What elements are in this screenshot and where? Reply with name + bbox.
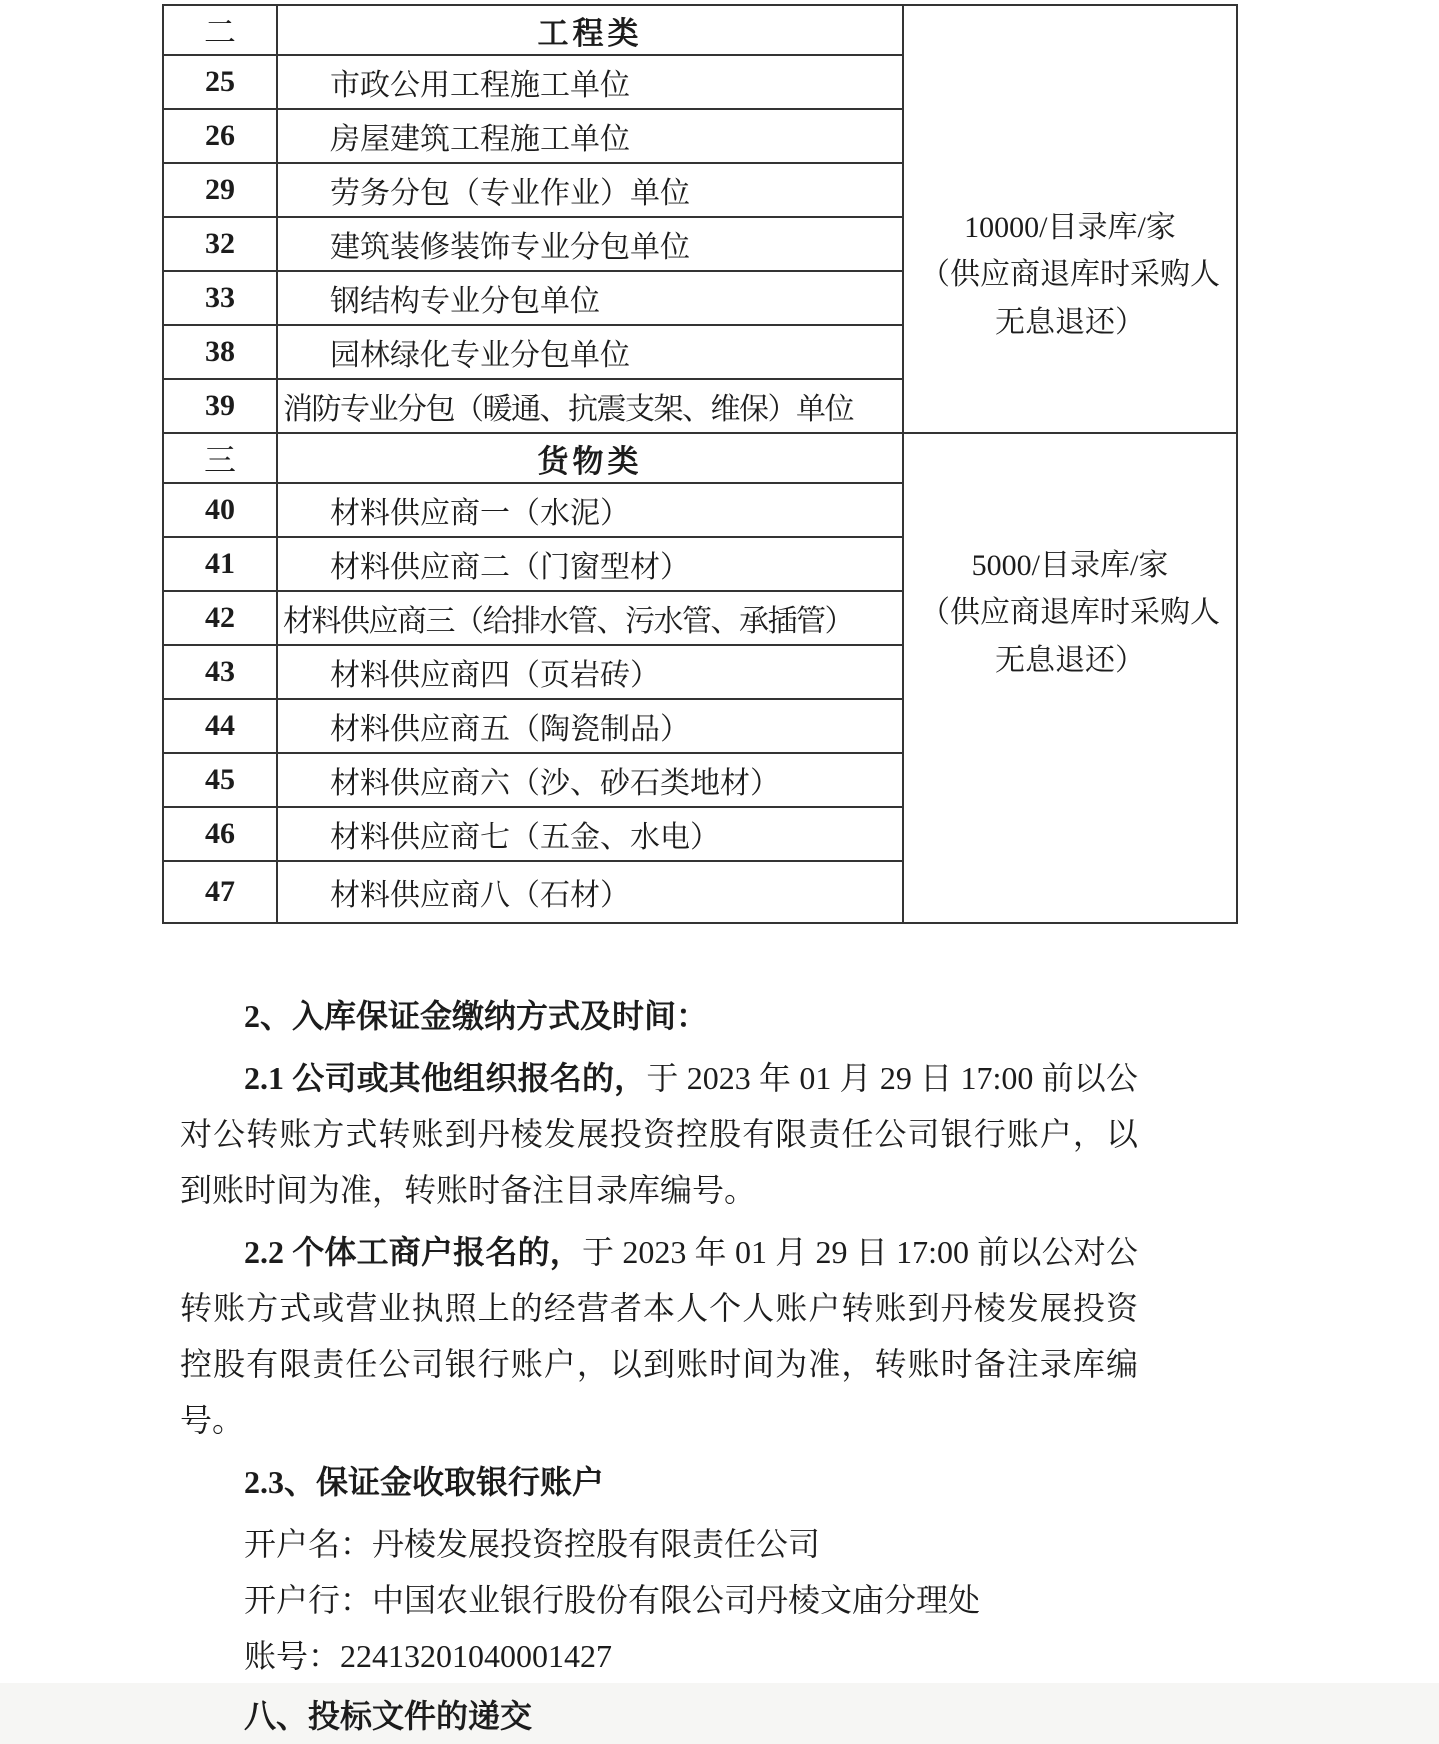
section-heading-bid-submission: 八、投标文件的递交: [244, 1698, 533, 1734]
paragraph-2-1-rest: 于 2023 年 01 月 29 日 17:00 前以公对公转账方式转账到丹棱发展投资控股有限责任公司银行账户，以到账时间为准，转账时备注目录库编号。: [180, 1060, 1138, 1208]
row-number-cell: 44: [163, 699, 277, 753]
paragraph-2-2: [180, 1224, 1138, 1448]
section-number-cell: 二: [163, 5, 277, 55]
paragraph-2-1-lead: 2.1 公司或其他组织报名的，: [244, 1060, 647, 1096]
section-title-cell: 工程类: [277, 5, 903, 55]
section-header-row: [163, 433, 1237, 483]
section-heading-deposit-method: 2、入库保证金缴纳方式及时间：: [244, 998, 709, 1034]
row-label-cell: 劳务分包（专业作业）单位: [277, 163, 903, 217]
section-number-cell: 三: [163, 433, 277, 483]
row-number-cell: 42: [163, 591, 277, 645]
body-text: [180, 982, 1138, 1744]
row-label-cell: 材料供应商八（石材）: [277, 861, 903, 923]
row-number-cell: 25: [163, 55, 277, 109]
section-heading-bank-account: 2.3、保证金收取银行账户: [244, 1464, 605, 1500]
row-number-cell: 40: [163, 483, 277, 537]
row-label-cell: 材料供应商一（水泥）: [277, 483, 903, 537]
row-number-cell: 29: [163, 163, 277, 217]
row-label-cell: 材料供应商六（沙、砂石类地材）: [277, 753, 903, 807]
deposit-text: [904, 542, 1236, 684]
row-label-cell: 房屋建筑工程施工单位: [277, 109, 903, 163]
section-header-row: [163, 5, 1237, 55]
bank-details: [180, 1516, 1138, 1684]
row-number-cell: 26: [163, 109, 277, 163]
deposit-amount: 5000/目录库/家: [971, 549, 1169, 582]
row-number-cell: 45: [163, 753, 277, 807]
row-number-cell: 38: [163, 325, 277, 379]
row-label-cell: 钢结构专业分包单位: [277, 271, 903, 325]
row-label-cell: 材料供应商七（五金、水电）: [277, 807, 903, 861]
deposit-cell: [903, 433, 1237, 923]
row-number-cell: 47: [163, 861, 277, 923]
row-label-cell: 材料供应商四（页岩砖）: [277, 645, 903, 699]
supplier-deposit-table: [162, 4, 1238, 924]
row-label-cell: 建筑装修装饰专业分包单位: [277, 217, 903, 271]
paragraph-2-1: [180, 1050, 1138, 1218]
row-label-cell: 材料供应商五（陶瓷制品）: [277, 699, 903, 753]
paragraph-2-2-lead: 2.2 个体工商户报名的，: [244, 1234, 582, 1270]
row-number-cell: 41: [163, 537, 277, 591]
account-number-line: 账号：22413201040001427: [244, 1638, 613, 1674]
deposit-text: [904, 204, 1236, 346]
row-number-cell: 43: [163, 645, 277, 699]
row-number-cell: 32: [163, 217, 277, 271]
row-label-cell: 消防专业分包（暖通、抗震支架、维保）单位: [277, 379, 903, 433]
row-label-cell: 材料供应商三（给排水管、污水管、承插管）: [277, 591, 903, 645]
deposit-note: （供应商退库时采购人无息退还）: [920, 258, 1220, 339]
deposit-cell: [903, 5, 1237, 433]
deposit-note: （供应商退库时采购人无息退还）: [920, 596, 1220, 677]
row-label-cell: 园林绿化专业分包单位: [277, 325, 903, 379]
row-number-cell: 46: [163, 807, 277, 861]
row-number-cell: 33: [163, 271, 277, 325]
row-number-cell: 39: [163, 379, 277, 433]
deposit-amount: 10000/目录库/家: [964, 211, 1176, 244]
section-title-cell: 货物类: [277, 433, 903, 483]
account-name-line: 开户名：丹棱发展投资控股有限责任公司: [244, 1526, 821, 1562]
bank-branch-line: 开户行：中国农业银行股份有限公司丹棱文庙分理处: [244, 1582, 981, 1618]
paragraph-2-2-rest: 于 2023 年 01 月 29 日 17:00 前以公对公转账方式或营业执照上的经营者本人个人账户转账到丹棱发展投资控股有限责任公司银行账户，以到账时间为准，转账时备注录库编号。: [180, 1234, 1138, 1438]
row-label-cell: 市政公用工程施工单位: [277, 55, 903, 109]
row-label-cell: 材料供应商二（门窗型材）: [277, 537, 903, 591]
